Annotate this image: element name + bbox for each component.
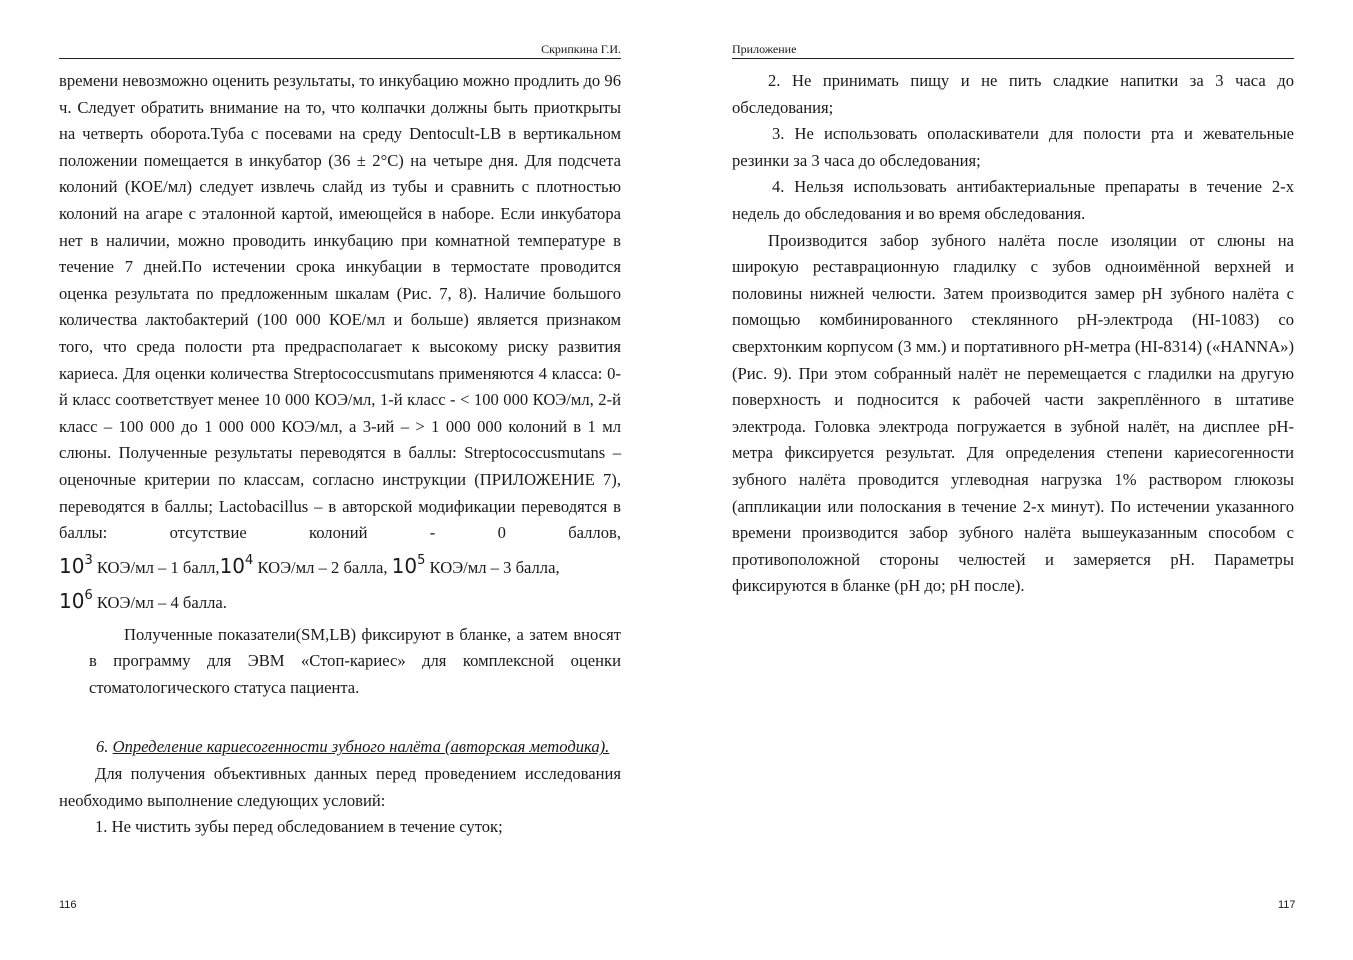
page-number-left: 116	[59, 899, 77, 911]
left-page	[0, 0, 676, 960]
formula-text-4: КОЭ/мл – 4 балла.	[92, 592, 227, 612]
formula-line-colony-scores	[59, 547, 621, 582]
paragraph-incubation-text: времени невозможно оценить результаты, то инкубацию можно продлить до 96 ч. Следует обратить внимание на то, что колпачки должны быть приоткрыты на четверть оборота.Туба с посевами на среду Dentocult-LB в вертикальном положении помещается в инкубатор (36 ± 2°С) на четыре дня. Для подсчета колоний (КОЕ/мл) следует извлечь слайд из тубы и сравнить с плотностью колоний на агаре с эталонной картой, имеющейся в наборе. Если инкубатора нет в наличии, можно проводить инкубацию при комнатной температуре в течение 7 дней.По истечении срока инкубации в термостате проводится оценка результата по предложенным шкалам (Рис. 7, 8). Наличие большого количества лактобактерий (100 000 КОЕ/мл и больше) является признаком того, что среда полости рта предрасполагает к высокому риску развития кариеса. Для оценки количества Streptococcusmutans применяются 4 класса: 0-й класс соответствует менее 10 000 КОЭ/мл, 1-й класс - < 100 000 КОЭ/мл, 2-й класс – 100 000 до 1 000 000 КОЭ/мл, а 3-ий – > 1 000 000 колоний в 1 мл слюны. Полученные результаты переводятся в баллы: Streptococcusmutans – оценочные критерии по классам, согласно инструкции (ПРИЛОЖЕНИЕ 7), переводятся в баллы; Lactobacillus – в авторской модификации переводятся в баллы: отсутствие колоний - 0 баллов,	[59, 71, 621, 543]
power-of-ten-6: $10^6$	[59, 587, 93, 613]
paragraph-plaque-sampling: Производится забор зубного налёта после изоляции от слюны на широкую реставрационную гладилку с зубов одноимённой верхней и половины нижней челюсти. Затем производится замер рН зубного налёта с помощью комбинированного стеклянного рН-электрода (HI-1083) со сверхтонким корпусом (3 мм.) и портативного рН-метра (HI-8314) («HANNA») (Рис. 9). При этом собранный налёт не перемещается с гладилки на другую поверхность и подносится к рабочей части закреплённого в штативе электрода. Головка электрода погружается в зубной налёт, на дисплее рН-метра фиксируется результат. Для определения степени кариесогенности зубного налёта проводится углеводная нагрузка 1% раствором глюкозы (аппликации или полоскания в течение 2-х минут). По истечении указанного времени производится забор зубного налёта вышеуказанным способом с противоположной стороны челюстей и замеряется рН. Параметры фиксируются в бланке (рН до; рН после).	[732, 230, 1294, 596]
section-number: 6.	[96, 737, 109, 757]
condition-item-2: 2. Не принимать пищу и не пить сладкие напитки за 3 часа до обследования;	[732, 71, 1294, 117]
right-page-body	[732, 68, 1294, 600]
formula-text-2: КОЭ/мл – 2 балла,	[253, 557, 392, 577]
indented-block	[89, 622, 621, 702]
formula-line-colony-scores-2	[59, 582, 621, 622]
condition-item-4: 4. Нельзя использовать антибактериальные препараты в течение 2-х недель до обследования и во время обследования.	[732, 177, 1294, 223]
section-heading	[59, 734, 621, 761]
left-page-body	[59, 68, 621, 841]
power-of-ten-3: $10^3$	[59, 552, 93, 578]
power-of-ten-4: $10^4$	[219, 552, 254, 578]
power-of-ten-5: $10^5$	[391, 552, 426, 578]
running-head-section: Приложение	[732, 42, 1294, 59]
page-number-right: 117	[1278, 899, 1296, 911]
paragraph-conditions-intro: Для получения объективных данных перед проведением исследования необходимо выполнение следующих условий:	[59, 764, 621, 810]
formula-text-1: КОЭ/мл – 1 балл,	[92, 557, 220, 577]
right-page	[676, 0, 1353, 960]
paragraph-results-recording: Полученные показатели(SM,LB) фиксируют в бланке, а затем вносят в программу для ЭВМ «Стоп-кариес» для комплексной оценки стоматологического статуса пациента.	[89, 624, 621, 697]
condition-item-3: 3. Не использовать ополаскиватели для полости рта и жевательные резинки за 3 часа до обследования;	[732, 124, 1294, 170]
condition-item-1: 1. Не чистить зубы перед обследованием в течение суток;	[95, 817, 503, 837]
formula-text-3: КОЭ/мл – 3 балла,	[425, 557, 560, 577]
running-head-author: Скрипкина Г.И.	[59, 42, 621, 59]
section-title: Определение кариесогенности зубного налёта (авторская методика).	[112, 737, 610, 757]
